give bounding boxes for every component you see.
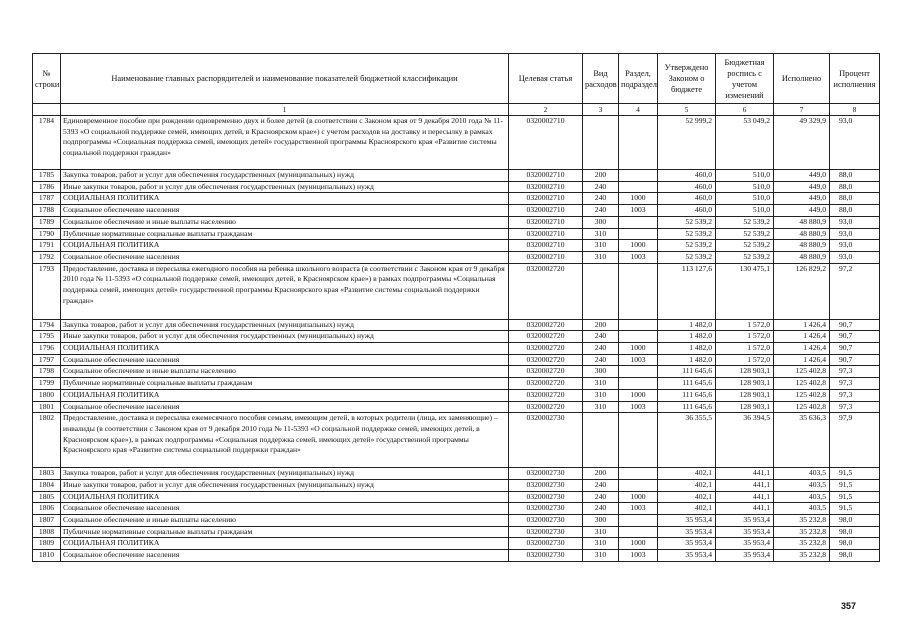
execution-percent-cell: 93,0 <box>830 216 880 228</box>
section-cell: 1000 <box>619 491 658 503</box>
expense-type-cell: 240 <box>583 491 619 503</box>
header-section: Раздел, подраздел <box>619 54 658 104</box>
approved-amount-cell: 460,0 <box>658 181 716 193</box>
line-number-cell: 1805 <box>33 491 61 503</box>
section-cell <box>619 228 658 240</box>
execution-percent-cell: 93,0 <box>830 116 880 170</box>
section-cell: 1000 <box>619 193 658 205</box>
executed-amount-cell: 125 402,8 <box>774 389 830 401</box>
section-cell <box>619 331 658 343</box>
section-cell: 1003 <box>619 205 658 217</box>
indicator-name-cell: Закупка товаров, работ и услуг для обеспечения государственных (муниципальных) нужд <box>61 319 509 331</box>
target-article-cell: 0320002710 <box>509 240 583 252</box>
table-row <box>33 251 880 263</box>
indicator-name-cell: Социальное обеспечение населения <box>61 205 509 217</box>
column-number-cell: 7 <box>774 104 830 116</box>
header-approved: Утверждено Законом о бюджете <box>658 54 716 104</box>
executed-amount-cell: 35 232,8 <box>774 515 830 527</box>
approved-amount-cell: 402,1 <box>658 479 716 491</box>
indicator-name-cell: Публичные нормативные социальные выплаты гражданам <box>61 378 509 390</box>
target-article-cell: 0320002720 <box>509 401 583 413</box>
header-expense-type: Вид расходов <box>583 54 619 104</box>
target-article-cell: 0320002710 <box>509 228 583 240</box>
budget-list-amount-cell: 53 049,2 <box>716 116 774 170</box>
execution-percent-cell: 88,0 <box>830 205 880 217</box>
target-article-cell: 0320002710 <box>509 251 583 263</box>
indicator-name-cell: Социальное обеспечение населения <box>61 503 509 515</box>
line-number-cell: 1786 <box>33 181 61 193</box>
approved-amount-cell: 35 953,4 <box>658 550 716 562</box>
budget-list-amount-cell: 128 903,1 <box>716 401 774 413</box>
execution-percent-cell: 97,2 <box>830 263 880 319</box>
budget-execution-table <box>32 53 880 562</box>
table-row <box>33 401 880 413</box>
table-row <box>33 193 880 205</box>
indicator-name-cell: Социальное обеспечение и иные выплаты населению <box>61 515 509 527</box>
line-number-cell: 1792 <box>33 251 61 263</box>
approved-amount-cell: 35 953,4 <box>658 538 716 550</box>
target-article-cell: 0320002720 <box>509 354 583 366</box>
indicator-name-cell: СОЦИАЛЬНАЯ ПОЛИТИКА <box>61 389 509 401</box>
executed-amount-cell: 49 329,9 <box>774 116 830 170</box>
column-number-cell: 6 <box>716 104 774 116</box>
table-row <box>33 240 880 252</box>
expense-type-cell: 200 <box>583 468 619 480</box>
indicator-name-cell: СОЦИАЛЬНАЯ ПОЛИТИКА <box>61 538 509 550</box>
approved-amount-cell: 111 645,6 <box>658 378 716 390</box>
approved-amount-cell: 460,0 <box>658 193 716 205</box>
line-number-cell: 1788 <box>33 205 61 217</box>
table-row <box>33 479 880 491</box>
table-row <box>33 331 880 343</box>
header-budget-list: Бюджетная роспись с учетом изменений <box>716 54 774 104</box>
indicator-name-cell: Социальное обеспечение населения <box>61 354 509 366</box>
expense-type-cell: 310 <box>583 550 619 562</box>
line-number-cell: 1803 <box>33 468 61 480</box>
approved-amount-cell: 52 539,2 <box>658 228 716 240</box>
indicator-name-cell: Иные закупки товаров, работ и услуг для обеспечения государственных (муниципальных) нужд <box>61 331 509 343</box>
target-article-cell: 0320002730 <box>509 550 583 562</box>
budget-list-amount-cell: 52 539,2 <box>716 251 774 263</box>
table-row <box>33 181 880 193</box>
section-cell: 1000 <box>619 343 658 355</box>
budget-list-amount-cell: 35 953,4 <box>716 515 774 527</box>
execution-percent-cell: 93,0 <box>830 228 880 240</box>
section-cell <box>619 479 658 491</box>
target-article-cell: 0320002720 <box>509 319 583 331</box>
line-number-cell: 1796 <box>33 343 61 355</box>
line-number-cell: 1799 <box>33 378 61 390</box>
expense-type-cell: 240 <box>583 193 619 205</box>
execution-percent-cell: 98,0 <box>830 550 880 562</box>
approved-amount-cell: 52 539,2 <box>658 251 716 263</box>
budget-list-amount-cell: 52 539,2 <box>716 228 774 240</box>
execution-percent-cell: 97,3 <box>830 366 880 378</box>
line-number-cell: 1794 <box>33 319 61 331</box>
section-cell <box>619 413 658 468</box>
table-row <box>33 205 880 217</box>
indicator-name-cell: Единовременное пособие при рождении одновременно двух и более детей (в соответствии с Законом края от 9 декабря 2010 года № 11-5393 «О социальной поддержке семей, имеющих детей, в Красноярском крае») с учетом расходов на доставку и пересылку в рамках подпрограммы «Социальная поддержка семей, имеющих детей» государственной программы Красноярского края «Развитие системы социальной поддержки граждан» <box>61 116 509 170</box>
target-article-cell: 0320002710 <box>509 193 583 205</box>
header-percent: Процент исполнения <box>830 54 880 104</box>
line-number-cell: 1804 <box>33 479 61 491</box>
approved-amount-cell: 402,1 <box>658 468 716 480</box>
section-cell: 1000 <box>619 538 658 550</box>
executed-amount-cell: 48 880,9 <box>774 251 830 263</box>
budget-list-amount-cell: 1 572,0 <box>716 331 774 343</box>
expense-type-cell: 200 <box>583 170 619 182</box>
indicator-name-cell: Иные закупки товаров, работ и услуг для обеспечения государственных (муниципальных) нужд <box>61 479 509 491</box>
execution-percent-cell: 90,7 <box>830 319 880 331</box>
section-cell <box>619 515 658 527</box>
executed-amount-cell: 449,0 <box>774 170 830 182</box>
executed-amount-cell: 403,5 <box>774 468 830 480</box>
indicator-name-cell: Социальное обеспечение населения <box>61 550 509 562</box>
target-article-cell: 0320002730 <box>509 479 583 491</box>
section-cell: 1003 <box>619 354 658 366</box>
executed-amount-cell: 1 426,4 <box>774 319 830 331</box>
budget-list-amount-cell: 35 953,4 <box>716 538 774 550</box>
expense-type-cell: 240 <box>583 331 619 343</box>
indicator-name-cell: Публичные нормативные социальные выплаты гражданам <box>61 526 509 538</box>
target-article-cell: 0320002730 <box>509 538 583 550</box>
section-cell <box>619 468 658 480</box>
indicator-name-cell: Социальное обеспечение населения <box>61 401 509 413</box>
line-number-cell: 1789 <box>33 216 61 228</box>
line-number-cell: 1784 <box>33 116 61 170</box>
indicator-name-cell: Социальное обеспечение населения <box>61 251 509 263</box>
expense-type-cell <box>583 116 619 170</box>
execution-percent-cell: 90,7 <box>830 331 880 343</box>
expense-type-cell: 240 <box>583 343 619 355</box>
column-number-cell: 5 <box>658 104 716 116</box>
expense-type-cell: 310 <box>583 389 619 401</box>
line-number-cell: 1810 <box>33 550 61 562</box>
table-row <box>33 515 880 527</box>
table-row <box>33 170 880 182</box>
target-article-cell: 0320002730 <box>509 526 583 538</box>
approved-amount-cell: 1 482,0 <box>658 331 716 343</box>
execution-percent-cell: 97,3 <box>830 378 880 390</box>
approved-amount-cell: 111 645,6 <box>658 401 716 413</box>
table-row <box>33 116 880 170</box>
section-cell <box>619 181 658 193</box>
expense-type-cell: 300 <box>583 515 619 527</box>
approved-amount-cell: 402,1 <box>658 503 716 515</box>
budget-list-amount-cell: 130 475,1 <box>716 263 774 319</box>
execution-percent-cell: 93,0 <box>830 251 880 263</box>
line-number-cell: 1797 <box>33 354 61 366</box>
table-row <box>33 228 880 240</box>
execution-percent-cell: 93,0 <box>830 240 880 252</box>
table-row <box>33 468 880 480</box>
table-row <box>33 263 880 319</box>
header-target: Целевая статья <box>509 54 583 104</box>
approved-amount-cell: 35 953,4 <box>658 515 716 527</box>
budget-report-page <box>32 53 880 562</box>
header-name: Наименование главных распорядителей и наименование показателей бюджетной классификации <box>61 54 509 104</box>
executed-amount-cell: 449,0 <box>774 181 830 193</box>
executed-amount-cell: 48 880,9 <box>774 228 830 240</box>
indicator-name-cell: СОЦИАЛЬНАЯ ПОЛИТИКА <box>61 491 509 503</box>
approved-amount-cell: 460,0 <box>658 205 716 217</box>
section-cell <box>619 170 658 182</box>
budget-list-amount-cell: 441,1 <box>716 503 774 515</box>
budget-list-amount-cell: 1 572,0 <box>716 319 774 331</box>
table-row <box>33 526 880 538</box>
table-row <box>33 378 880 390</box>
target-article-cell: 0320002730 <box>509 413 583 468</box>
expense-type-cell <box>583 263 619 319</box>
target-article-cell: 0320002730 <box>509 515 583 527</box>
section-cell <box>619 116 658 170</box>
budget-list-amount-cell: 128 903,1 <box>716 378 774 390</box>
budget-list-amount-cell: 128 903,1 <box>716 389 774 401</box>
column-number-cell: 3 <box>583 104 619 116</box>
table-row <box>33 389 880 401</box>
expense-type-cell: 240 <box>583 479 619 491</box>
target-article-cell: 0320002710 <box>509 116 583 170</box>
line-number-cell: 1790 <box>33 228 61 240</box>
target-article-cell: 0320002720 <box>509 366 583 378</box>
section-cell <box>619 366 658 378</box>
table-row <box>33 216 880 228</box>
approved-amount-cell: 113 127,6 <box>658 263 716 319</box>
indicator-name-cell: Закупка товаров, работ и услуг для обеспечения государственных (муниципальных) нужд <box>61 170 509 182</box>
section-cell: 1003 <box>619 401 658 413</box>
approved-amount-cell: 36 355,5 <box>658 413 716 468</box>
line-number-cell: 1807 <box>33 515 61 527</box>
budget-list-amount-cell: 35 953,4 <box>716 526 774 538</box>
table-body <box>33 116 880 562</box>
column-number-cell: 8 <box>830 104 880 116</box>
section-cell: 1003 <box>619 251 658 263</box>
indicator-name-cell: Предоставление, доставка и пересылка ежегодного пособия на ребенка школьного возраста (в соответствии с Законом края от 9 декабря 2010 года № 11-5393 «О социальной поддержке семей, имеющих детей, в Красноярском крае») в рамках подпрограммы «Социальная поддержка семей, имеющих детей» государственной программы Красноярского края «Развитие системы социальной поддержки граждан» <box>61 263 509 319</box>
execution-percent-cell: 97,9 <box>830 413 880 468</box>
line-number-cell: 1801 <box>33 401 61 413</box>
expense-type-cell: 240 <box>583 503 619 515</box>
executed-amount-cell: 125 402,8 <box>774 378 830 390</box>
column-number-cell: 4 <box>619 104 658 116</box>
table-row <box>33 354 880 366</box>
executed-amount-cell: 125 402,8 <box>774 401 830 413</box>
target-article-cell: 0320002720 <box>509 343 583 355</box>
line-number-cell: 1791 <box>33 240 61 252</box>
expense-type-cell: 310 <box>583 401 619 413</box>
line-number-cell: 1793 <box>33 263 61 319</box>
indicator-name-cell: СОЦИАЛЬНАЯ ПОЛИТИКА <box>61 193 509 205</box>
line-number-cell: 1809 <box>33 538 61 550</box>
approved-amount-cell: 111 645,6 <box>658 389 716 401</box>
approved-amount-cell: 1 482,0 <box>658 319 716 331</box>
approved-amount-cell: 35 953,4 <box>658 526 716 538</box>
execution-percent-cell: 98,0 <box>830 515 880 527</box>
expense-type-cell: 310 <box>583 251 619 263</box>
expense-type-cell: 310 <box>583 526 619 538</box>
expense-type-cell: 310 <box>583 538 619 550</box>
execution-percent-cell: 90,7 <box>830 354 880 366</box>
execution-percent-cell: 88,0 <box>830 181 880 193</box>
table-row <box>33 413 880 468</box>
expense-type-cell: 240 <box>583 181 619 193</box>
section-cell <box>619 263 658 319</box>
expense-type-cell: 300 <box>583 216 619 228</box>
line-number-cell: 1798 <box>33 366 61 378</box>
execution-percent-cell: 91,5 <box>830 503 880 515</box>
approved-amount-cell: 52 999,2 <box>658 116 716 170</box>
executed-amount-cell: 1 426,4 <box>774 343 830 355</box>
line-number-cell: 1785 <box>33 170 61 182</box>
execution-percent-cell: 97,3 <box>830 389 880 401</box>
executed-amount-cell: 35 232,8 <box>774 538 830 550</box>
column-number-cell <box>33 104 61 116</box>
executed-amount-cell: 35 232,8 <box>774 550 830 562</box>
executed-amount-cell: 125 402,8 <box>774 366 830 378</box>
indicator-name-cell: СОЦИАЛЬНАЯ ПОЛИТИКА <box>61 240 509 252</box>
budget-list-amount-cell: 52 539,2 <box>716 216 774 228</box>
header-row <box>33 54 880 104</box>
budget-list-amount-cell: 441,1 <box>716 479 774 491</box>
target-article-cell: 0320002710 <box>509 181 583 193</box>
budget-list-amount-cell: 35 953,4 <box>716 550 774 562</box>
executed-amount-cell: 403,5 <box>774 491 830 503</box>
expense-type-cell <box>583 413 619 468</box>
executed-amount-cell: 403,5 <box>774 479 830 491</box>
expense-type-cell: 310 <box>583 240 619 252</box>
header-line-no: № строки <box>33 54 61 104</box>
expense-type-cell: 240 <box>583 354 619 366</box>
executed-amount-cell: 35 232,8 <box>774 526 830 538</box>
budget-list-amount-cell: 510,0 <box>716 193 774 205</box>
indicator-name-cell: Социальное обеспечение и иные выплаты населению <box>61 366 509 378</box>
approved-amount-cell: 111 645,6 <box>658 366 716 378</box>
execution-percent-cell: 97,3 <box>830 401 880 413</box>
section-cell: 1000 <box>619 389 658 401</box>
target-article-cell: 0320002720 <box>509 331 583 343</box>
execution-percent-cell: 88,0 <box>830 170 880 182</box>
budget-list-amount-cell: 510,0 <box>716 205 774 217</box>
execution-percent-cell: 91,5 <box>830 491 880 503</box>
execution-percent-cell: 98,0 <box>830 526 880 538</box>
section-cell: 1003 <box>619 550 658 562</box>
expense-type-cell: 310 <box>583 378 619 390</box>
execution-percent-cell: 88,0 <box>830 193 880 205</box>
indicator-name-cell: Публичные нормативные социальные выплаты гражданам <box>61 228 509 240</box>
budget-list-amount-cell: 1 572,0 <box>716 343 774 355</box>
execution-percent-cell: 91,5 <box>830 468 880 480</box>
section-cell <box>619 216 658 228</box>
executed-amount-cell: 126 829,2 <box>774 263 830 319</box>
column-number-row <box>33 104 880 116</box>
budget-list-amount-cell: 510,0 <box>716 170 774 182</box>
line-number-cell: 1806 <box>33 503 61 515</box>
table-row <box>33 366 880 378</box>
target-article-cell: 0320002720 <box>509 389 583 401</box>
section-cell: 1000 <box>619 240 658 252</box>
executed-amount-cell: 48 880,9 <box>774 216 830 228</box>
table-row <box>33 550 880 562</box>
indicator-name-cell: Иные закупки товаров, работ и услуг для обеспечения государственных (муниципальных) нужд <box>61 181 509 193</box>
table-row <box>33 319 880 331</box>
budget-list-amount-cell: 128 903,1 <box>716 366 774 378</box>
indicator-name-cell: Закупка товаров, работ и услуг для обеспечения государственных (муниципальных) нужд <box>61 468 509 480</box>
budget-list-amount-cell: 441,1 <box>716 468 774 480</box>
page-number: 357 <box>841 601 857 611</box>
approved-amount-cell: 1 482,0 <box>658 354 716 366</box>
executed-amount-cell: 449,0 <box>774 193 830 205</box>
line-number-cell: 1808 <box>33 526 61 538</box>
line-number-cell: 1795 <box>33 331 61 343</box>
table-row <box>33 503 880 515</box>
section-cell <box>619 319 658 331</box>
executed-amount-cell: 449,0 <box>774 205 830 217</box>
target-article-cell: 0320002720 <box>509 378 583 390</box>
line-number-cell: 1787 <box>33 193 61 205</box>
approved-amount-cell: 402,1 <box>658 491 716 503</box>
target-article-cell: 0320002710 <box>509 205 583 217</box>
line-number-cell: 1802 <box>33 413 61 468</box>
target-article-cell: 0320002730 <box>509 503 583 515</box>
column-number-cell: 1 <box>61 104 509 116</box>
execution-percent-cell: 91,5 <box>830 479 880 491</box>
executed-amount-cell: 1 426,4 <box>774 354 830 366</box>
execution-percent-cell: 98,0 <box>830 538 880 550</box>
budget-list-amount-cell: 1 572,0 <box>716 354 774 366</box>
executed-amount-cell: 1 426,4 <box>774 331 830 343</box>
budget-list-amount-cell: 52 539,2 <box>716 240 774 252</box>
budget-list-amount-cell: 36 394,5 <box>716 413 774 468</box>
line-number-cell: 1800 <box>33 389 61 401</box>
target-article-cell: 0320002730 <box>509 468 583 480</box>
section-cell <box>619 526 658 538</box>
approved-amount-cell: 52 539,2 <box>658 216 716 228</box>
expense-type-cell: 200 <box>583 319 619 331</box>
target-article-cell: 0320002710 <box>509 170 583 182</box>
table-row <box>33 491 880 503</box>
budget-list-amount-cell: 510,0 <box>716 181 774 193</box>
executed-amount-cell: 403,5 <box>774 503 830 515</box>
indicator-name-cell: СОЦИАЛЬНАЯ ПОЛИТИКА <box>61 343 509 355</box>
expense-type-cell: 300 <box>583 366 619 378</box>
approved-amount-cell: 460,0 <box>658 170 716 182</box>
section-cell <box>619 378 658 390</box>
expense-type-cell: 310 <box>583 228 619 240</box>
table-row <box>33 538 880 550</box>
target-article-cell: 0320002730 <box>509 491 583 503</box>
section-cell: 1003 <box>619 503 658 515</box>
target-article-cell: 0320002720 <box>509 263 583 319</box>
indicator-name-cell: Социальное обеспечение и иные выплаты населению <box>61 216 509 228</box>
approved-amount-cell: 1 482,0 <box>658 343 716 355</box>
indicator-name-cell: Предоставление, доставка и пересылка ежемесячного пособия семьям, имеющим детей, в которых родители (лица, их заменяющие) – инвалиды (в соответствии с Законом края от 9 декабря 2010 года № 11-5393 «О социальной поддержке семей, имеющих детей, в Красноярском крае»), в рамках подпрограммы «Социальная поддержка семей, имеющих детей» государственной программы Красноярского края «Развитие системы социальной поддержки граждан» <box>61 413 509 468</box>
budget-list-amount-cell: 441,1 <box>716 491 774 503</box>
table-row <box>33 343 880 355</box>
column-number-cell: 2 <box>509 104 583 116</box>
header-executed: Исполнено <box>774 54 830 104</box>
target-article-cell: 0320002710 <box>509 216 583 228</box>
executed-amount-cell: 35 636,3 <box>774 413 830 468</box>
executed-amount-cell: 48 880,9 <box>774 240 830 252</box>
expense-type-cell: 240 <box>583 205 619 217</box>
approved-amount-cell: 52 539,2 <box>658 240 716 252</box>
execution-percent-cell: 90,7 <box>830 343 880 355</box>
